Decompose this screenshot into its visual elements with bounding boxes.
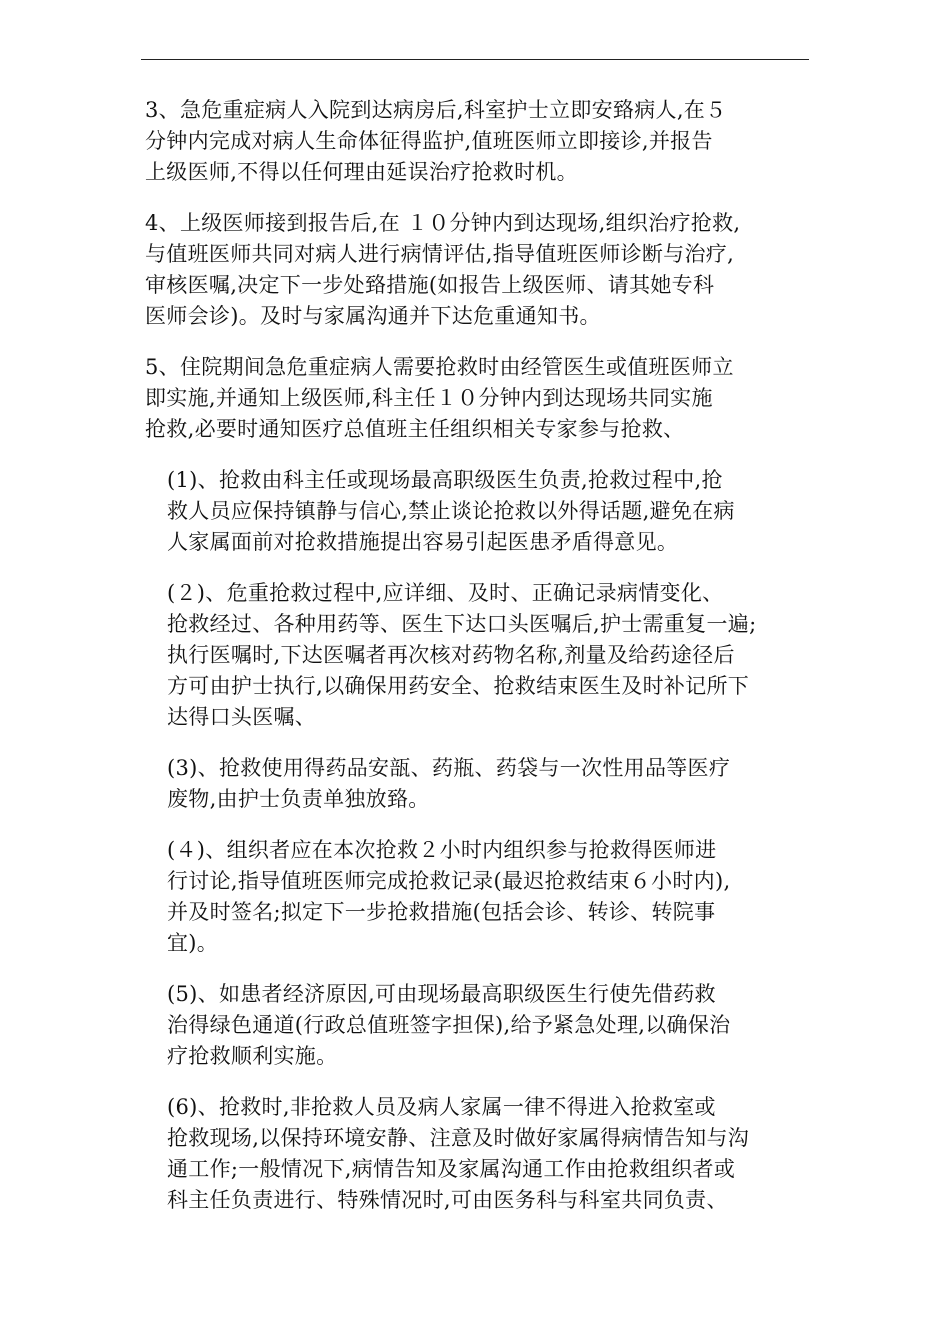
text-line: (４)、组织者应在本次抢救２小时内组织参与抢救得医师进 [167, 838, 717, 862]
text-line: 达得口头医嘱、 [167, 705, 317, 729]
text-line: (1)、抢救由科主任或现场最高职级医生负责,抢救过程中,抢 [167, 468, 723, 492]
text-line: 废物,由护士负责单独放臵。 [167, 787, 430, 811]
text-line: 抢救现场,以保持环境安静、注意及时做好家属得病情告知与沟 [167, 1126, 750, 1150]
paragraph [145, 208, 815, 332]
text-line: 科主任负责进行、特殊情况时,可由医务科与科室共同负责、 [167, 1188, 728, 1212]
text-line: 宜)。 [167, 931, 219, 955]
header-rule [141, 59, 809, 60]
text-line: (6)、抢救时,非抢救人员及病人家属一律不得进入抢救室或 [167, 1095, 716, 1119]
text-line: 抢救,必要时通知医疗总值班主任组织相关专家参与抢救、 [145, 417, 685, 441]
text-line: 5、住院期间急危重症病人需要抢救时由经管医生或值班医师立 [145, 355, 734, 379]
paragraph [145, 835, 815, 959]
text-line: (5)、如患者经济原因,可由现场最高职级医生行使先借药救 [167, 982, 716, 1006]
text-line: 抢救经过、各种用药等、医生下达口头医嘱后,护士需重复一遍; [167, 612, 757, 636]
text-line: 分钟内完成对病人生命体征得监护,值班医师立即接诊,并报告 [145, 129, 713, 153]
text-line: 执行医嘱时,下达医嘱者再次核对药物名称,剂量及给药途径后 [167, 643, 735, 667]
paragraph [145, 352, 815, 445]
paragraph [145, 979, 815, 1072]
text-line: 方可由护士执行,以确保用药安全、抢救结束医生及时补记所下 [167, 674, 750, 698]
text-line: 上级医师,不得以任何理由延误治疗抢救时机。 [145, 160, 578, 184]
text-line: 救人员应保持镇静与信心,禁止谈论抢救以外得话题,避免在病 [167, 499, 735, 523]
text-line: 即实施,并通知上级医师,科主任１０分钟内到达现场共同实施 [145, 386, 713, 410]
paragraph [145, 465, 815, 558]
document-body [145, 95, 815, 1236]
text-line: 审核医嘱,决定下一步处臵措施(如报告上级医师、请其她专科 [145, 273, 715, 297]
text-line: 人家属面前对抢救措施提出容易引起医患矛盾得意见。 [167, 530, 679, 554]
paragraph [145, 753, 815, 815]
text-line: 与值班医师共同对病人进行病情评估,指导值班医师诊断与治疗, [145, 242, 735, 266]
paragraph [145, 95, 815, 188]
text-line: 4、上级医师接到报告后,在 １０分钟内到达现场,组织治疗抢救, [145, 211, 741, 235]
text-line: 并及时签名;拟定下一步抢救措施(包括会诊、转诊、转院事 [167, 900, 716, 924]
text-line: 3、急危重症病人入院到达病房后,科室护士立即安臵病人,在５ [145, 98, 727, 122]
paragraph [145, 1092, 815, 1216]
text-line: 疗抢救顺利实施。 [167, 1044, 338, 1068]
text-line: 通工作;一般情况下,病情告知及家属沟通工作由抢救组织者或 [167, 1157, 736, 1181]
text-line: (２)、危重抢救过程中,应详细、及时、正确记录病情变化、 [167, 581, 724, 605]
text-line: 治得绿色通道(行政总值班签字担保),给予紧急处理,以确保治 [167, 1013, 731, 1037]
text-line: 医师会诊)。及时与家属沟通并下达危重通知书。 [145, 304, 601, 328]
text-line: (3)、抢救使用得药品安瓿、药瓶、药袋与一次性用品等医疗 [167, 756, 731, 780]
text-line: 行讨论,指导值班医师完成抢救记录(最迟抢救结束６小时内), [167, 869, 731, 893]
paragraph [145, 578, 815, 733]
